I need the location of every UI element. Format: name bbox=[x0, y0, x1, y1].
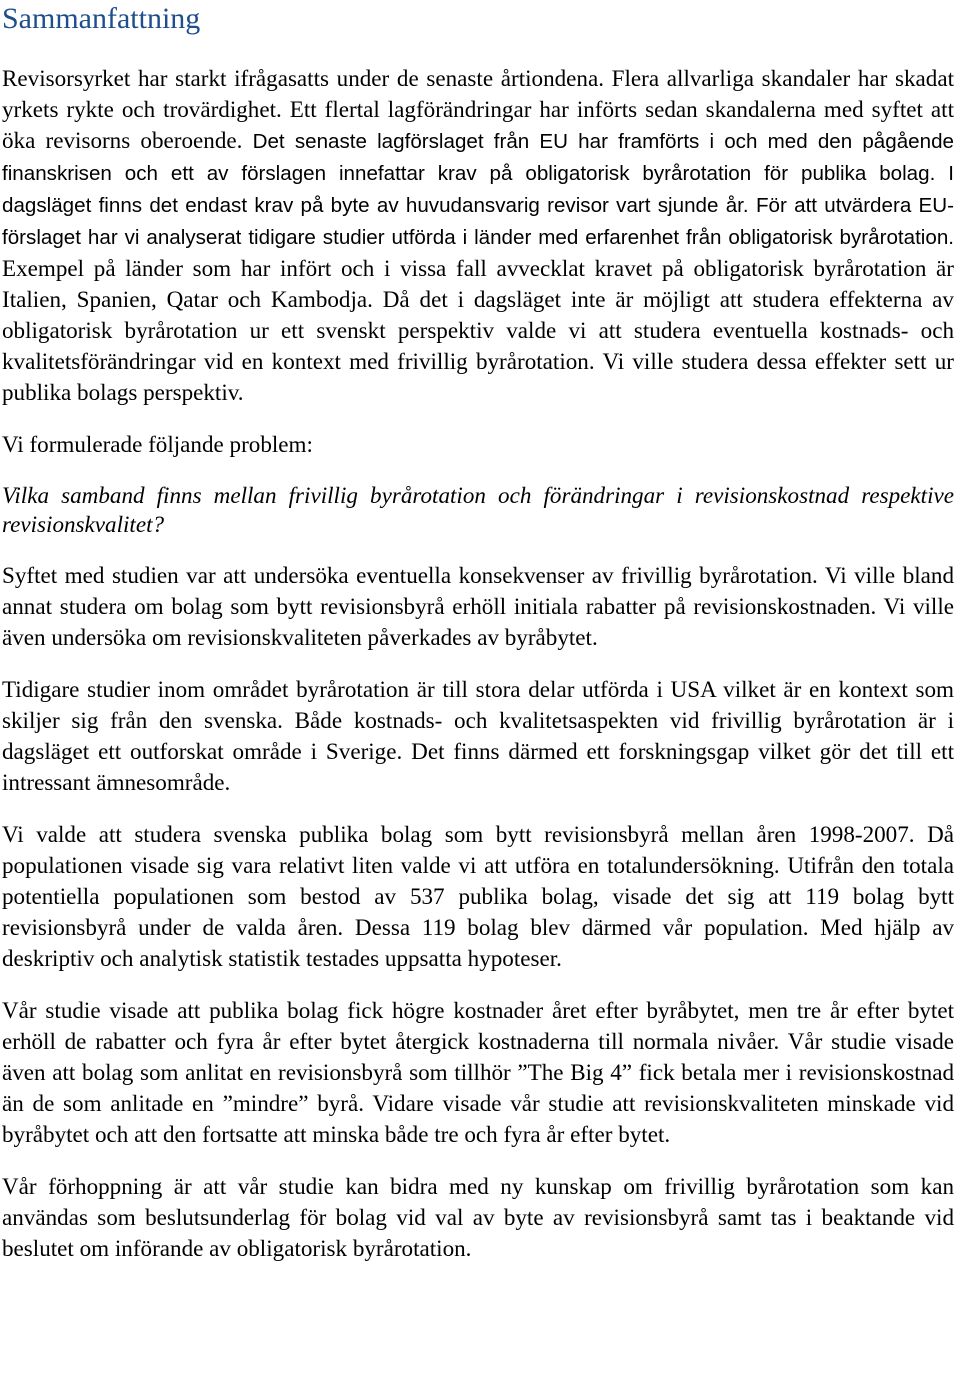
intro-sentence-b: Det senaste lagförslaget från EU har framförts i och med den pågående finanskrisen och ett av förslagen innefattar krav på obligatorisk byrårotation för publika bolag. bbox=[2, 130, 954, 185]
results-sentence-a: Vår studie visade att publika bolag fick högre kostnader året efter byråbytet, men tre år efter bytet erhöll de rabatter och fyra år efter bytet återgick kostnaderna till normala nivåer. bbox=[2, 997, 954, 1054]
conclusion-paragraph: Vår förhoppning är att vår studie kan bidra med ny kunskap om frivillig byrårotation som kan användas som beslutsunderlag för bolag vid val av byte av revisionsbyrå samt tas i beaktande vid beslutet om införande av obligatorisk byrårotation. bbox=[2, 1173, 954, 1261]
intro-sentence-d: För att utvärdera EU-förslaget har vi analyserat tidigare studier utförda i länder med erfarenhet från obligatorisk byrårotation. bbox=[2, 194, 955, 249]
purpose-sentence-b: Vi ville bland annat studera om bolag som bytt revisionsbyrå erhöll initiala rabatter på revisionskostnaden. bbox=[2, 562, 955, 619]
previous-studies-paragraph bbox=[2, 674, 954, 798]
results-sentence-c: Vidare visade vår studie att revisionskvaliteten minskade vid byråbytet och att den fortsatte att minska både tre och fyra år efter bytet. bbox=[2, 1090, 954, 1147]
document-page bbox=[2, 0, 954, 1264]
method-sentence-c: Utifrån den totala potentiella populationen som bestod av 537 publika bolag, visade det sig att 119 bolag bytt revisionsbyrå under de valda åren. bbox=[2, 852, 955, 940]
method-sentence-d: Dessa 119 bolag blev därmed vår population. bbox=[354, 914, 809, 940]
previous-studies-sentence-a: Tidigare studier inom området byrårotation är till stora delar utförda i USA vilket är en kontext som skiljer sig från den svenska. bbox=[2, 676, 954, 733]
purpose-paragraph bbox=[2, 560, 954, 653]
results-paragraph bbox=[2, 995, 954, 1150]
results-sentence-b: Vår studie visade även att bolag som anlitat en revisionsbyrå som tillhör ”The Big 4” fick betala mer i revisionskostnad än de som anlitade en ”mindre” byrå. bbox=[2, 1028, 955, 1116]
problem-intro-paragraph: Vi formulerade följande problem: bbox=[2, 431, 313, 457]
previous-studies-sentence-b: Både kostnads- och kvalitetsaspekten vid frivillig byrårotation är i dagsläget ett outforskat område i Sverige. bbox=[2, 707, 954, 764]
method-sentence-a: Vi valde att studera svenska publika bolag som bytt revisionsbyrå mellan åren 1998-2007. bbox=[2, 821, 915, 847]
method-sentence-b: Då populationen visade sig vara relativt liten valde vi att utföra en totalundersökning. bbox=[2, 821, 954, 878]
method-sentence-e: Med hjälp av deskriptiv och analytisk statistik testades uppsatta hypoteser. bbox=[2, 914, 954, 971]
intro-sentence-g: Vi ville studera dessa effekter sett ur publika bolags perspektiv. bbox=[2, 348, 954, 405]
method-paragraph bbox=[2, 819, 954, 974]
research-question: Vilka samband finns mellan frivillig byrårotation och förändringar i revisionskostnad respektive revisionskvalitet? bbox=[2, 482, 954, 537]
purpose-sentence-a: Syftet med studien var att undersöka eventuella konsekvenser av frivillig byrårotation. bbox=[2, 562, 818, 588]
intro-sentence-c: I dagsläget finns det endast krav på byte av huvudansvarig revisor vart sjunde år. bbox=[2, 162, 955, 217]
page-title: Sammanfattning bbox=[2, 2, 201, 35]
purpose-sentence-c: Vi ville även undersöka om revisionskvaliteten påverkades av byråbytet. bbox=[2, 593, 954, 650]
intro-sentence-f: Då det i dagsläget inte är möjligt att studera effekterna av obligatorisk byrårotation ur ett svenskt perspektiv valde vi att studera eventuella kostnads- och kvalitetsförändringar vid en kontext med frivillig byrårotation. bbox=[2, 286, 954, 374]
intro-paragraph bbox=[2, 63, 954, 408]
previous-studies-sentence-c: Det finns därmed ett forskningsgap vilket gör det till ett intressant ämnesområde. bbox=[2, 738, 955, 795]
intro-sentence-a: Revisorsyrket har starkt ifrågasatts under de senaste årtiondena. Flera allvarliga skandaler har skadat yrkets rykte och trovärdighet. Ett flertal lagförändringar har införts sedan skandalerna med syftet att öka revisorns oberoende. bbox=[2, 65, 954, 153]
intro-sentence-e: Exempel på länder som har infört och i vissa fall avvecklat kravet på obligatorisk byrårotation är Italien, Spanien, Qatar och Kambodja. bbox=[2, 255, 954, 312]
